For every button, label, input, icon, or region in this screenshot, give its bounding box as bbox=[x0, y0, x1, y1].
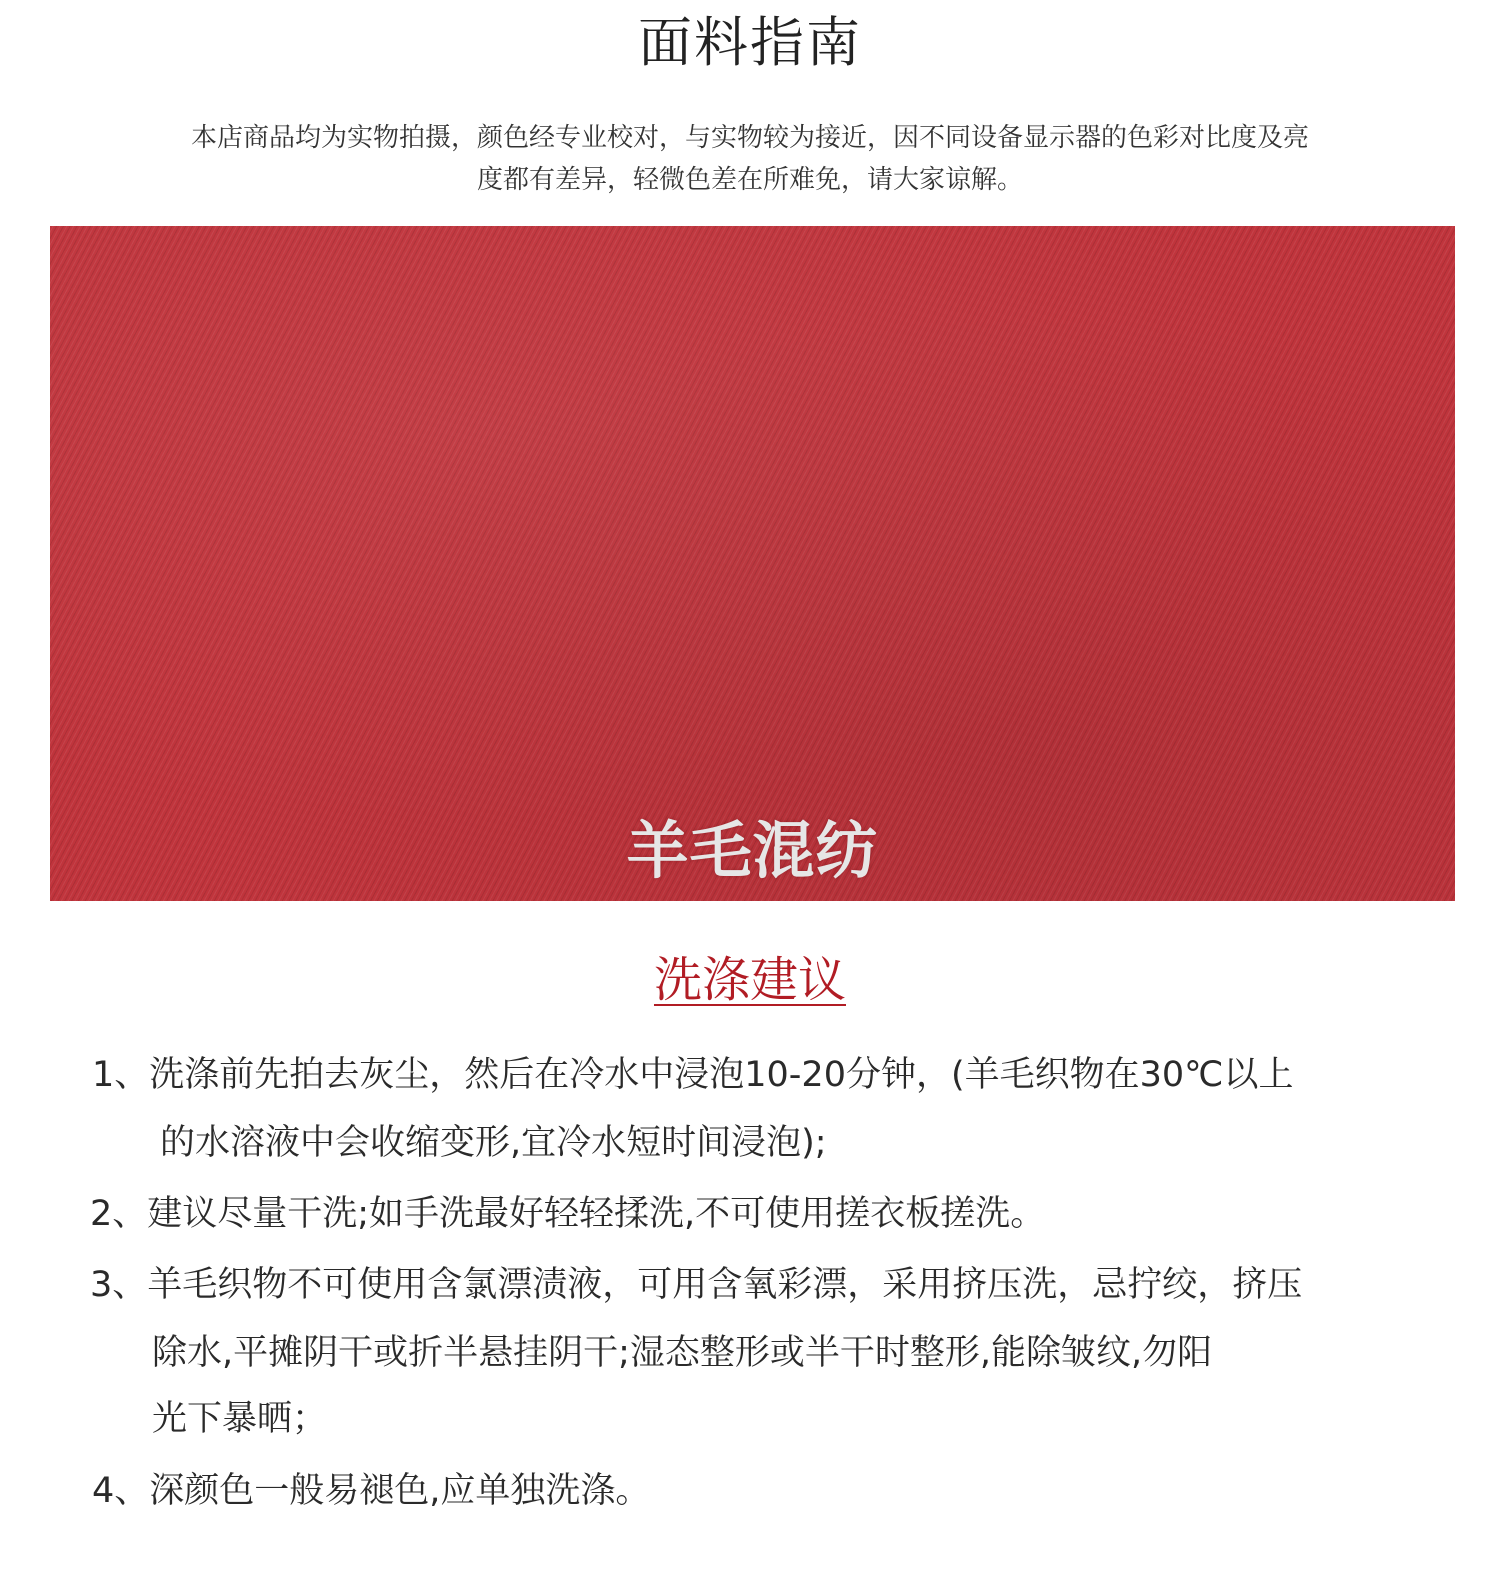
fabric-swatch-image bbox=[50, 226, 1455, 901]
intro-line-2: 度都有差异，轻微色差在所难免，请大家谅解。 bbox=[476, 165, 1023, 195]
washing-title bbox=[0, 948, 1500, 1012]
intro-line-1: 本店商品均为实物拍摄，颜色经专业校对，与实物较为接近，因不同设备显示器的色彩对比度及亮 bbox=[190, 123, 1309, 153]
page-title: 面料指南 bbox=[638, 11, 862, 74]
wash-instruction-2: 2、建议尽量干洗;如手洗最好轻轻揉洗,不可使用搓衣板搓洗。 bbox=[90, 1194, 1046, 1234]
wash-instruction-3-line-1: 3、羊毛织物不可使用含氯漂渍液，可用含氧彩漂，采用挤压洗，忌拧绞，挤压 bbox=[90, 1265, 1303, 1305]
wash-instruction-3-line-3: 光下暴晒； bbox=[152, 1399, 328, 1439]
wash-instruction-1-line-1: 1、洗涤前先拍去灰尘，然后在冷水中浸泡10-20分钟，(羊毛织物在30℃以上 bbox=[92, 1055, 1294, 1095]
wash-instruction-4: 4、深颜色一般易褪色,应单独洗涤。 bbox=[92, 1471, 651, 1511]
intro-text bbox=[120, 117, 1380, 201]
washing-title-text: 洗涤建议 bbox=[653, 952, 846, 1008]
fabric-label: 羊毛混纺 bbox=[626, 814, 879, 887]
wash-instruction-3-line-2: 除水,平摊阴干或折半悬挂阴干;湿态整形或半干时整形,能除皱纹,勿阳 bbox=[152, 1333, 1213, 1373]
wash-instruction-1-line-2: 的水溶液中会收缩变形,宜冷水短时间浸泡); bbox=[160, 1123, 827, 1163]
